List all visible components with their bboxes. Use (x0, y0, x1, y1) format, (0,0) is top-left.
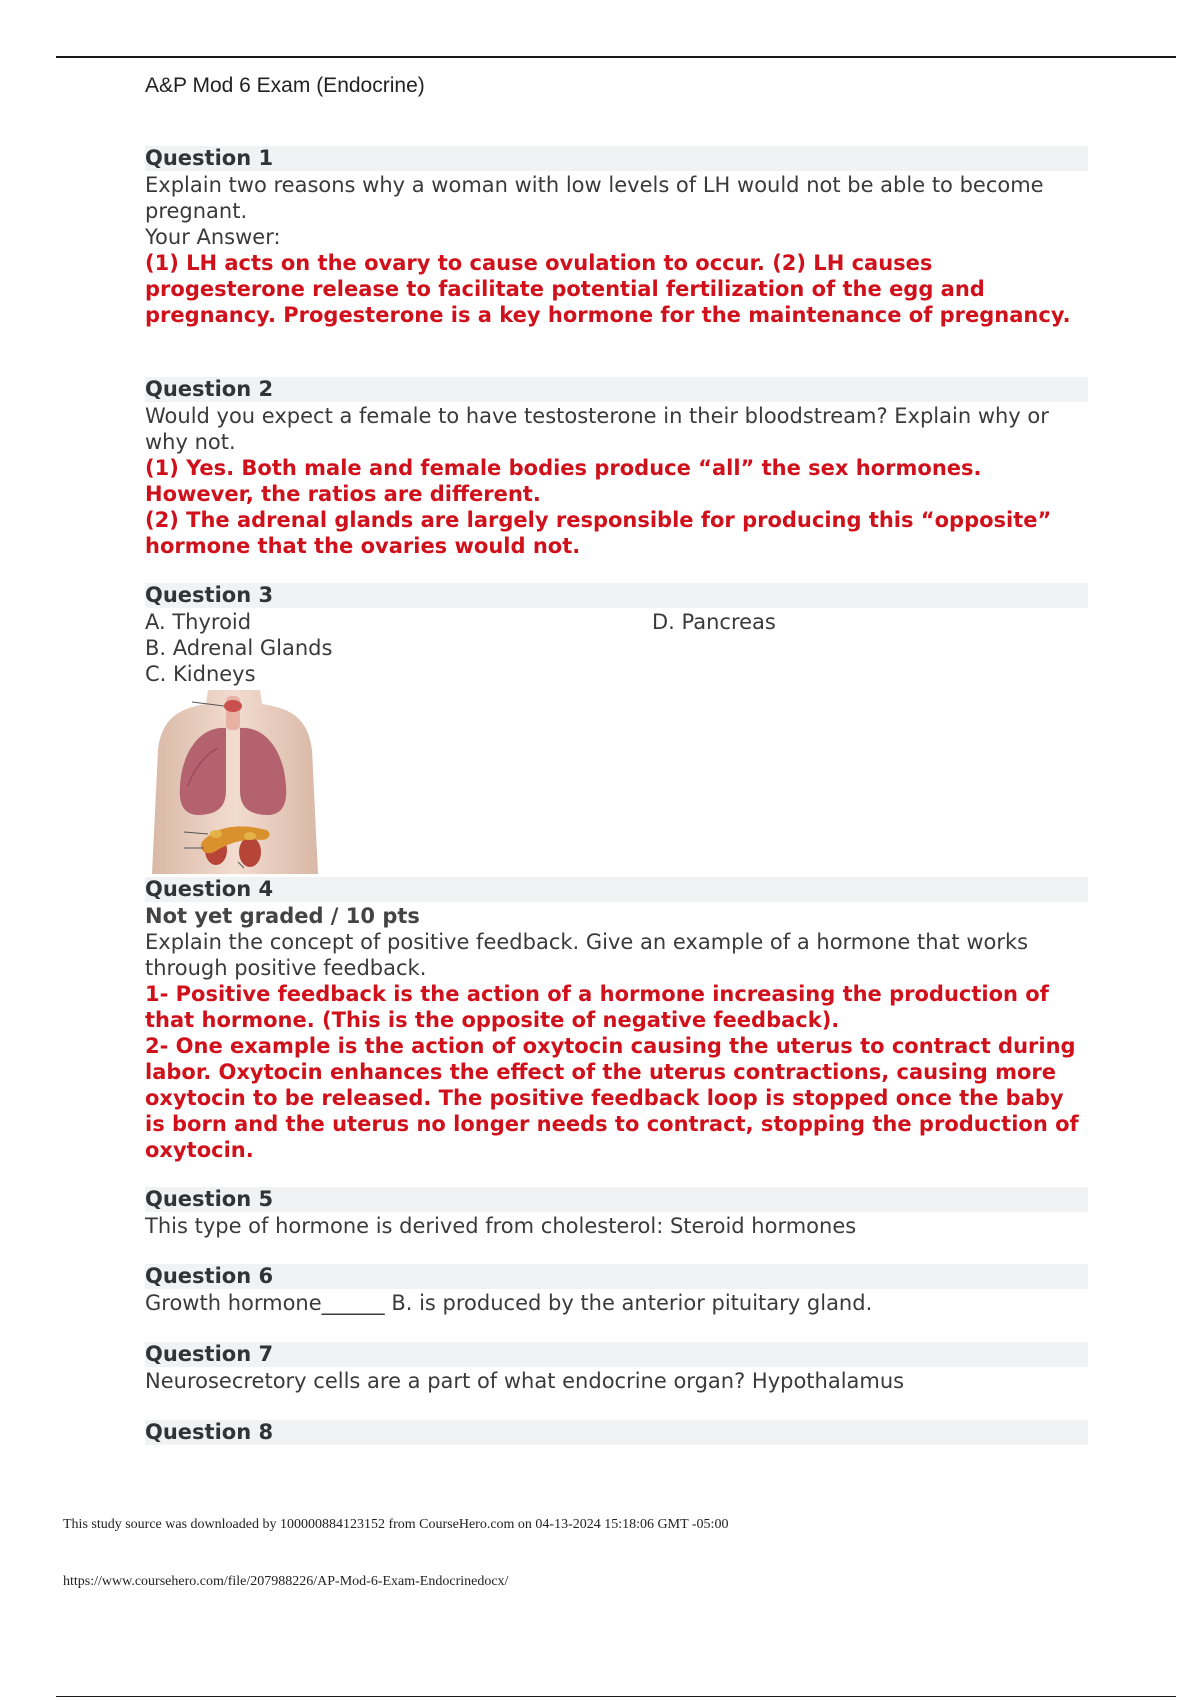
question-3-heading: Question 3 (145, 583, 1088, 608)
grading-status: Not yet graded / 10 pts (145, 904, 420, 928)
question-2-heading: Question 2 (145, 377, 1088, 402)
question-1-heading: Question 1 (145, 146, 1088, 171)
question-5-text: This type of hormone is derived from cholesterol: Steroid hormones (145, 1214, 857, 1238)
question-2-body (145, 403, 1090, 559)
question-5-heading: Question 5 (145, 1187, 1088, 1212)
bottom-rule (56, 1696, 1176, 1697)
question-2-answer-1: (1) Yes. Both male and female bodies produce “all” the sex hormones. However, the ratios are different. (145, 456, 982, 506)
thyroid (224, 700, 242, 712)
adrenal-right (244, 832, 256, 840)
question-2-prompt: Would you expect a female to have testosterone in their bloodstream? Explain why or why not. (145, 404, 1049, 454)
question-8-heading: Question 8 (145, 1420, 1088, 1445)
question-7-heading: Question 7 (145, 1342, 1088, 1367)
source-url[interactable]: https://www.coursehero.com/file/207988226/AP-Mod-6-Exam-Endocrinedocx/ (63, 1574, 509, 1589)
question-4-body (145, 903, 1090, 1163)
question-7-text: Neurosecretory cells are a part of what endocrine organ? Hypothalamus (145, 1369, 905, 1393)
top-rule (56, 56, 1176, 58)
question-4-answer-1: 1- Positive feedback is the action of a hormone increasing the production of that hormone. (This is the opposite of negative feedback). (145, 982, 1049, 1032)
question-1-prompt: Explain two reasons why a woman with low levels of LH would not be able to become pregnant. (145, 173, 1044, 223)
option-c: C. Kidneys (145, 662, 256, 686)
option-d: D. Pancreas (652, 610, 776, 634)
your-answer-label: Your Answer: (145, 225, 281, 249)
adrenal-left (210, 830, 222, 838)
download-note: This study source was downloaded by 100000884123152 from CourseHero.com on 04-13-2024 15:18:06 GMT -05:00 (63, 1517, 729, 1532)
question-2-answer-2: (2) The adrenal glands are largely responsible for producing this “opposite” hormone that the ovaries would not. (145, 508, 1052, 558)
question-4-answer-2: 2- One example is the action of oxytocin causing the uterus to contract during labor. Oxytocin enhances the effect of the uterus contractions, causing more oxytocin to be released. The positive feedback loop is stopped once the baby is born and the uterus no longer needs to contract, stopping the production of oxytocin. (145, 1034, 1079, 1162)
option-b: B. Adrenal Glands (145, 636, 333, 660)
question-6-text: Growth hormone______ B. is produced by the anterior pituitary gland. (145, 1291, 873, 1315)
question-4-prompt: Explain the concept of positive feedback. Give an example of a hormone that works through positive feedback. (145, 930, 1029, 980)
question-4-heading: Question 4 (145, 877, 1088, 902)
torso-anatomy-figure (148, 690, 320, 874)
question-1-answer: (1) LH acts on the ovary to cause ovulation to occur. (2) LH causes progesterone release to facilitate potential fertilization of the egg and pregnancy. Progesterone is a key hormone for the maintenance of pregnancy. (145, 251, 1071, 327)
question-6-heading: Question 6 (145, 1264, 1088, 1289)
document-title: A&P Mod 6 Exam (Endocrine) (145, 74, 425, 97)
kidney-right (239, 837, 261, 867)
question-1-body (145, 172, 1090, 328)
option-a: A. Thyroid (145, 610, 252, 634)
